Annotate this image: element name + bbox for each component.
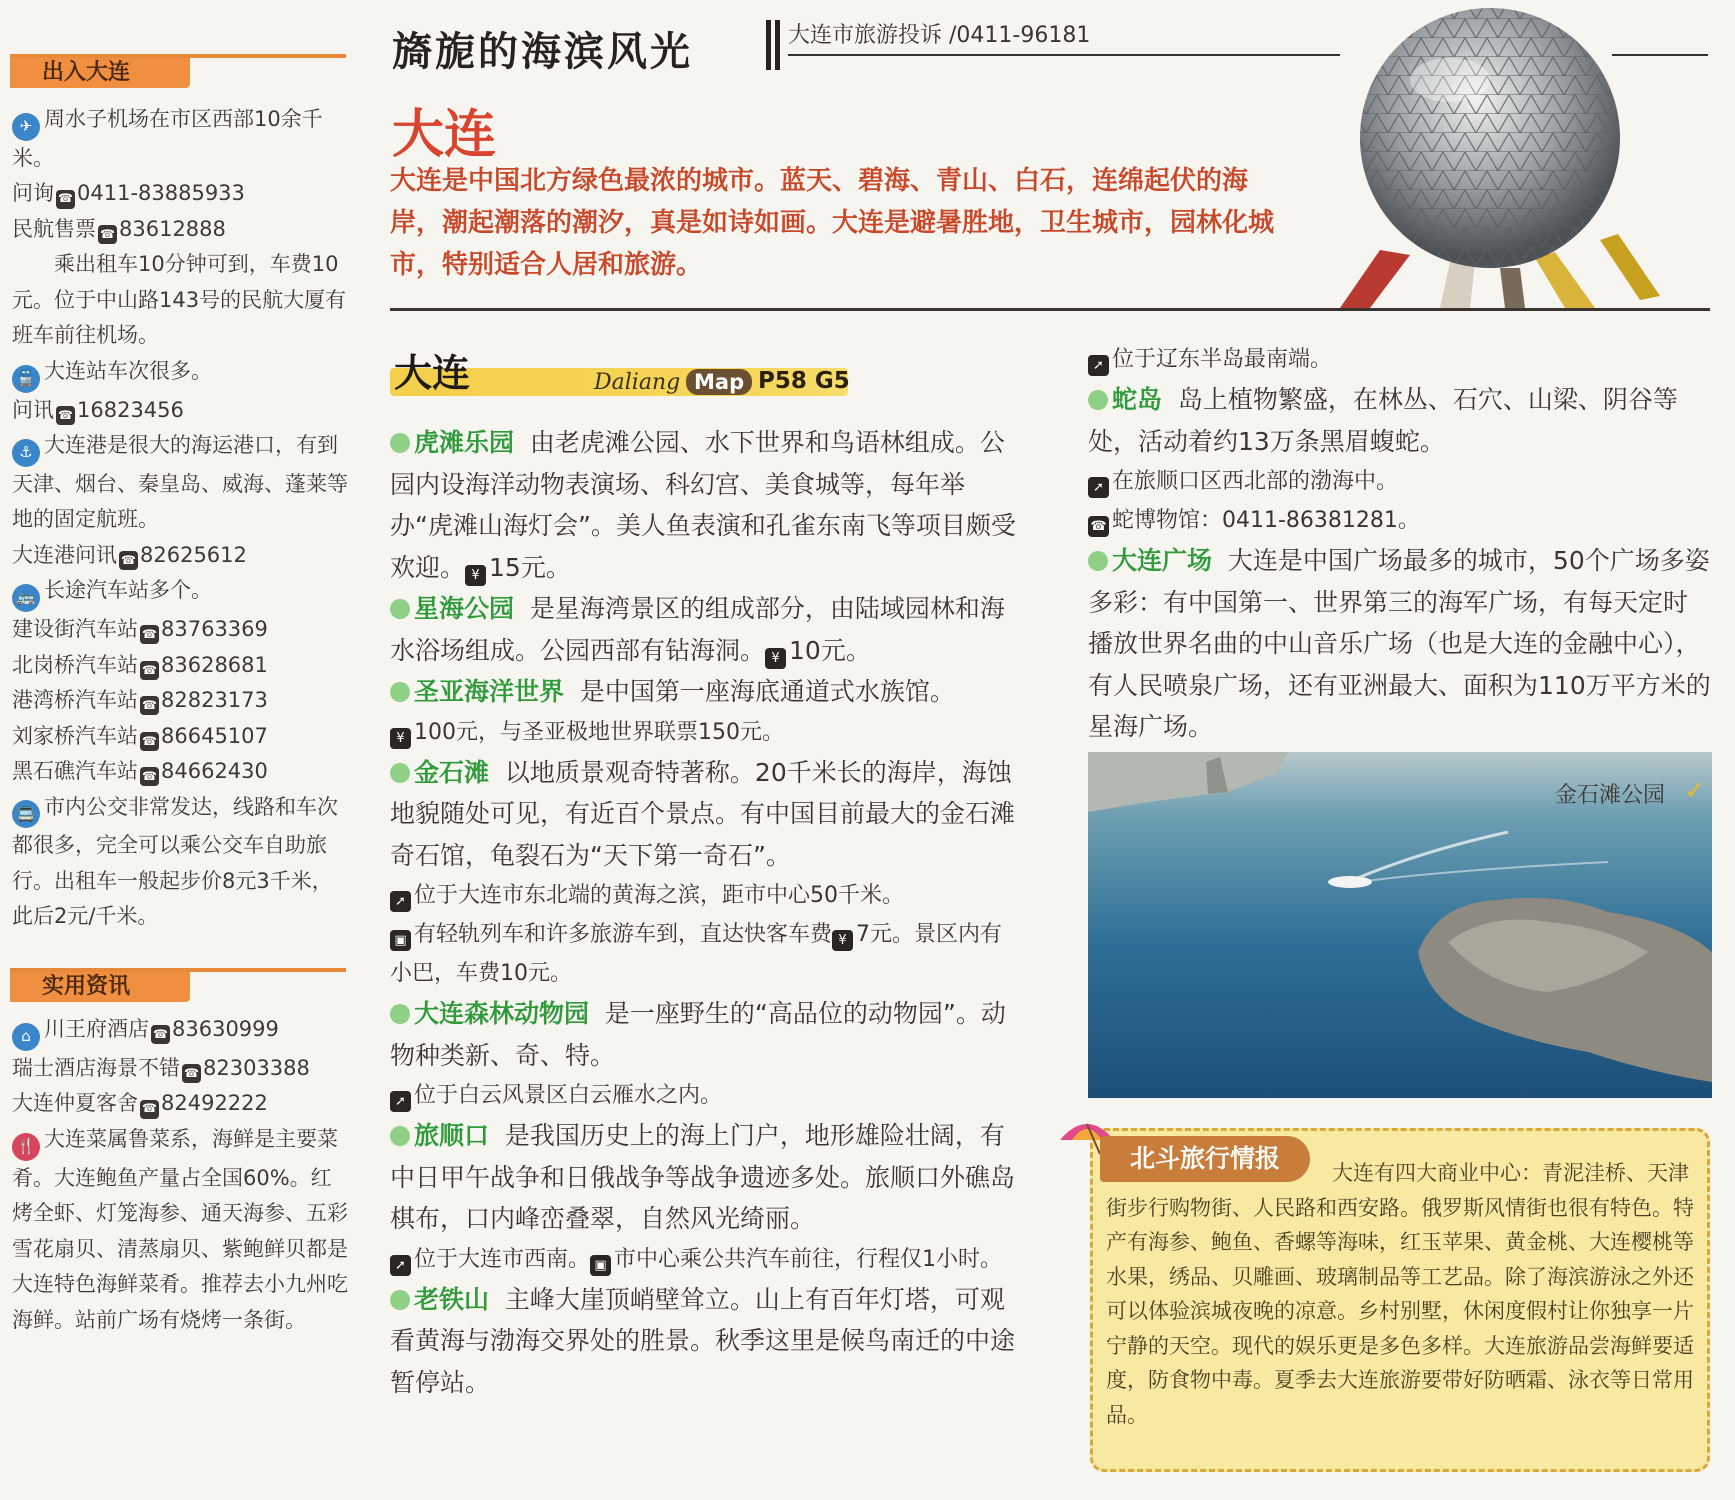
airline-line xyxy=(12,212,350,248)
station-row xyxy=(12,648,350,684)
city-intro: 大连是中国北方绿色最浓的城市。蓝天、碧海、青山、白石，连绵起伏的海岸，潮起潮落的潮汐，真是如诗如画。大连是避暑胜地，卫生城市，园林化城市，特别适合人居和旅游。 xyxy=(390,166,1275,280)
spot-traffic-price: 7元。景区内有小巴，车费10元。 xyxy=(390,922,1003,986)
anchor-icon: ⚓ xyxy=(12,439,40,467)
city-bus-text: 市内公交非常发达，线路和车次都很多，完全可以乘公交车自助旅行。出租车一般起步价8元3千米，此后2元/千米。 xyxy=(12,794,338,929)
train-info-phone: 16823456 xyxy=(77,397,184,422)
spot-name: 旅顺口 xyxy=(414,1121,490,1150)
price-icon: ¥ xyxy=(390,728,411,749)
spot-location: 位于大连市西南。 xyxy=(414,1246,591,1272)
port-line xyxy=(12,428,350,538)
spot-laotieshan-loc xyxy=(1088,340,1712,379)
hotel-phone: 82303388 xyxy=(203,1055,310,1080)
header-rule xyxy=(788,54,1340,56)
location-icon: ➚ xyxy=(1088,477,1109,498)
hotel-name: 大连仲夏客舍 xyxy=(12,1091,138,1116)
station-row xyxy=(12,612,350,648)
station-name: 北岗桥汽车站 xyxy=(12,652,138,677)
green-dot-icon xyxy=(390,599,410,619)
guide-header xyxy=(390,340,850,400)
spot-xinghai xyxy=(390,588,1020,671)
spot-price: 100元，与圣亚极地世界联票150元。 xyxy=(414,719,784,745)
guide-city-name: 大连 xyxy=(394,350,471,395)
food-icon: 🍴 xyxy=(12,1133,40,1161)
location-icon: ➚ xyxy=(390,1255,411,1276)
spot-lvshun xyxy=(390,1115,1020,1240)
city-heading: 大连 xyxy=(392,104,497,165)
airline-phone: 83612888 xyxy=(119,216,226,241)
phone-icon: ☎ xyxy=(119,551,138,570)
green-dot-icon xyxy=(390,1004,410,1024)
airport-info-label: 问询 xyxy=(12,181,54,206)
green-dot-icon xyxy=(390,763,410,783)
spot-traffic: 市中心乘公共汽车前往，行程仅1小时。 xyxy=(614,1246,1003,1272)
price-icon: ¥ xyxy=(765,648,786,669)
spot-price: 10元。 xyxy=(789,635,871,665)
spot-name: 星海公园 xyxy=(414,594,515,623)
spot-location: 位于白云风景区白云雁水之内。 xyxy=(414,1083,723,1108)
green-dot-icon xyxy=(390,433,410,453)
train-line xyxy=(12,354,350,393)
hotel-name: 瑞士酒店海景不错 xyxy=(12,1055,180,1080)
bus-text: 长途汽车站多个。 xyxy=(44,578,212,603)
taxi-text: 乘出租车10分钟可到，车费10元。位于中山路143号的民航大厦有班车前往机场。 xyxy=(12,252,347,348)
spot-name: 大连广场 xyxy=(1112,546,1213,575)
airline-label: 民航售票 xyxy=(12,216,96,241)
green-dot-icon xyxy=(390,1290,410,1310)
price-icon: ¥ xyxy=(465,565,486,586)
airport-info-phone: 0411-83885933 xyxy=(77,181,245,206)
hotel-row xyxy=(12,1012,350,1051)
guide-pinyin: Daliang xyxy=(594,370,681,395)
station-row xyxy=(12,754,350,790)
hotel-row xyxy=(12,1051,350,1087)
hotel-name: 川王府酒店 xyxy=(44,1017,149,1041)
train-icon: 🚆 xyxy=(12,365,40,393)
map-badge: Map xyxy=(686,369,752,395)
station-phone: 83628681 xyxy=(161,652,268,677)
airport-line xyxy=(12,102,350,176)
transport-section-title: 出入大连 xyxy=(10,58,190,88)
phone-icon: ☎ xyxy=(182,1064,201,1083)
port-info-phone: 82625612 xyxy=(140,542,247,567)
spot-shengya xyxy=(390,671,1020,713)
price-icon: ¥ xyxy=(832,930,853,951)
phone-icon: ☎ xyxy=(140,696,159,715)
spot-name: 金石滩 xyxy=(414,757,490,787)
attractions-column-left xyxy=(390,422,1020,1403)
spot-desc: 是星海湾景区的组成部分，由陆域园林和海水浴场组成。公园西部有钻海洞。 xyxy=(390,594,1005,665)
check-icon: ✓ xyxy=(1684,776,1706,806)
sphere-tower-illustration xyxy=(1300,0,1720,308)
phone-icon: ☎ xyxy=(98,225,117,244)
spot-lvshun-loc xyxy=(390,1240,1020,1279)
spot-desc: 是中国第一座海底通道式水族馆。 xyxy=(579,677,955,706)
spot-shedao xyxy=(1088,379,1712,462)
station-phone: 84662430 xyxy=(161,759,268,783)
map-page-ref: P58 G5 xyxy=(758,368,850,394)
spot-laotieshan xyxy=(390,1279,1020,1404)
spot-name: 老铁山 xyxy=(414,1284,490,1314)
train-info-line xyxy=(12,393,350,429)
spot-location: 位于辽东半岛最南端。 xyxy=(1112,347,1333,372)
photo-caption: 金石滩公园 xyxy=(1555,783,1666,808)
food-text: 大连菜属鲁菜系，海鲜是主要菜肴。大连鲍鱼产量占全国60%。红烤全虾、灯笼海参、通天海参、五彩雪花扇贝、清蒸扇贝、紫鲍鲜贝都是大连特色海鲜菜肴。推荐去小九州吃海鲜。站前广场有烧烤一条街。 xyxy=(12,1126,348,1332)
station-row xyxy=(12,683,350,719)
green-dot-icon xyxy=(390,682,410,702)
phone-icon: ☎ xyxy=(56,406,75,425)
spot-desc: 主峰大崖顶峭壁耸立。山上有百年灯塔，可观看黄海与渤海交界处的胜景。秋季这里是候鸟南迁的中途暂停站。 xyxy=(390,1284,1016,1397)
hotel-phone: 83630999 xyxy=(172,1017,279,1041)
transport-icon: ▣ xyxy=(390,930,411,951)
transport-section-header xyxy=(10,54,346,88)
station-name: 建设街汽车站 xyxy=(12,617,138,641)
phone-icon: ☎ xyxy=(140,625,159,644)
phone-icon: ☎ xyxy=(56,190,75,209)
transport-icon: ▣ xyxy=(590,1255,611,1276)
hotel-row xyxy=(12,1086,350,1122)
station-name: 黑石礁汽车站 xyxy=(12,759,138,783)
spot-name: 虎滩乐园 xyxy=(414,428,515,457)
spot-shedao-phone xyxy=(1088,501,1712,540)
transport-info xyxy=(12,102,350,935)
practical-info xyxy=(12,1012,350,1338)
sphere-tower-photo xyxy=(1300,0,1720,308)
station-row xyxy=(12,719,350,755)
port-text: 大连港是很大的海运港口，有到天津、烟台、秦皇岛、威海、蓬莱等地的固定航班。 xyxy=(12,433,348,532)
spot-location: 在旅顺口区西北部的渤海中。 xyxy=(1112,469,1399,494)
phone-icon: ☎ xyxy=(140,767,159,786)
green-dot-icon xyxy=(1088,390,1108,410)
station-name: 刘家桥汽车站 xyxy=(12,723,138,748)
complaint-hotline: 大连市旅游投诉 /0411-96181 xyxy=(788,23,1091,48)
phone-icon: ☎ xyxy=(140,661,159,680)
spot-jinshitan xyxy=(390,752,1020,877)
location-icon: ➚ xyxy=(390,891,411,912)
phone-icon: ☎ xyxy=(140,1100,159,1119)
airport-text: 周水子机场在市区西部10余千米。 xyxy=(12,107,323,170)
food-line xyxy=(12,1122,350,1338)
airport-info-line xyxy=(12,176,350,212)
spot-desc: 大连是中国广场最多的城市，50个广场多姿多彩：有中国第一、世界第三的海军广场，有每天定时播放世界名曲的中山音乐广场（也是大连的金融中心），有人民喷泉广场，还有亚洲最大、面积为110万平方米的星海广场。 xyxy=(1088,546,1711,741)
city-bus-line xyxy=(12,790,350,935)
spot-desc: 岛上植物繁盛，在林丛、石穴、山梁、阴谷等处，活动着约13万条黑眉蝮蛇。 xyxy=(1088,385,1678,456)
spot-shengya-price xyxy=(390,713,1020,752)
phone-icon: ☎ xyxy=(151,1025,170,1044)
train-text: 大连站车次很多。 xyxy=(44,358,212,383)
spot-desc: 是我国历史上的海上门户，地形雄险壮阔，有中日甲午战争和日俄战争等战争遗迹多处。旅顺口外礁岛棋布，口内峰峦叠翠，自然风光绮丽。 xyxy=(390,1121,1016,1233)
station-phone: 82823173 xyxy=(161,688,268,712)
info-section-title: 实用资讯 xyxy=(10,972,190,1002)
attractions-column-right xyxy=(1088,340,1712,748)
location-icon: ➚ xyxy=(1088,355,1109,376)
spot-location: 位于大连市东北端的黄海之滨，距市中心50千米。 xyxy=(414,883,904,908)
travel-tips-text: 大连有四大商业中心：青泥洼桥、天津街步行购物街、人民路和西安路。俄罗斯风情街也很有特色。特产有海参、鲍鱼、香螺等海味，红玉苹果、黄金桃、大连樱桃等水果，绣品、贝雕画、玻璃制品等工艺品。除了海滨游泳之外还可以体验滨城夜晚的凉意。乡村别墅，休闲度假村让你独享一片宁静的天空。现代的娱乐更是多色多样。大连旅游品尝海鲜要适度，防食物中毒。夏季去大连旅游要带好防晒霜、泳衣等日常用品。 xyxy=(1106,1161,1694,1427)
spot-name: 圣亚海洋世界 xyxy=(414,677,565,706)
hotel-phone: 82492222 xyxy=(161,1091,268,1116)
title-divider xyxy=(766,20,780,70)
spot-desc: 以地质景观奇特著称。20千米长的海岸，海蚀地貌随处可见，有近百个景点。有中国目前最大的金石滩奇石馆，龟裂石为“天下第一奇石”。 xyxy=(390,757,1016,870)
station-name: 港湾桥汽车站 xyxy=(12,688,138,712)
travel-tips-title: 北斗旅行情报 xyxy=(1100,1136,1310,1182)
spot-jinshitan-loc xyxy=(390,876,1020,915)
port-info-line xyxy=(12,538,350,574)
spot-desc: 是一座野生的“高品位的动物园”。动物种类新、奇、特。 xyxy=(390,999,1006,1070)
info-section-header xyxy=(10,968,346,1002)
green-dot-icon xyxy=(390,1126,410,1146)
home-icon: ⌂ xyxy=(12,1023,40,1051)
spot-name: 大连森林动物园 xyxy=(414,999,590,1028)
spot-square xyxy=(1088,540,1712,748)
spot-name: 蛇岛 xyxy=(1112,385,1163,414)
green-dot-icon xyxy=(1088,551,1108,571)
city-bus-icon: 🚍 xyxy=(12,800,40,828)
station-phone: 86645107 xyxy=(161,723,268,748)
page-title: 旖旎的海滨风光 xyxy=(392,28,693,75)
bus-line xyxy=(12,573,350,612)
spot-zoo-loc xyxy=(390,1076,1020,1115)
spot-zoo xyxy=(390,993,1020,1076)
bus-icon: 🚌 xyxy=(12,584,40,612)
spot-hutan xyxy=(390,422,1020,588)
main-rule xyxy=(390,308,1710,311)
location-icon: ➚ xyxy=(390,1091,411,1112)
port-info-label: 大连港问讯 xyxy=(12,542,117,567)
phone-icon: ☎ xyxy=(140,732,159,751)
spot-jinshitan-traffic xyxy=(390,915,1020,993)
spot-phone: 蛇博物馆：0411-86381281。 xyxy=(1112,508,1420,533)
station-phone: 83763369 xyxy=(161,617,268,641)
spot-shedao-loc xyxy=(1088,462,1712,501)
phone-icon: ☎ xyxy=(1088,516,1109,537)
train-info-label: 问讯 xyxy=(12,397,54,422)
spot-price: 15元。 xyxy=(489,552,571,582)
plane-icon: ✈ xyxy=(12,113,40,141)
spot-desc: 由老虎滩公园、水下世界和鸟语林组成。公园内设海洋动物表演场、科幻宫、美食城等，每年举办“虎滩山海灯会”。美人鱼表演和孔雀东南飞等项目颇受欢迎。 xyxy=(390,428,1016,582)
spot-traffic: 有轻轨列车和许多旅游车到，直达快客车费 xyxy=(414,922,833,947)
